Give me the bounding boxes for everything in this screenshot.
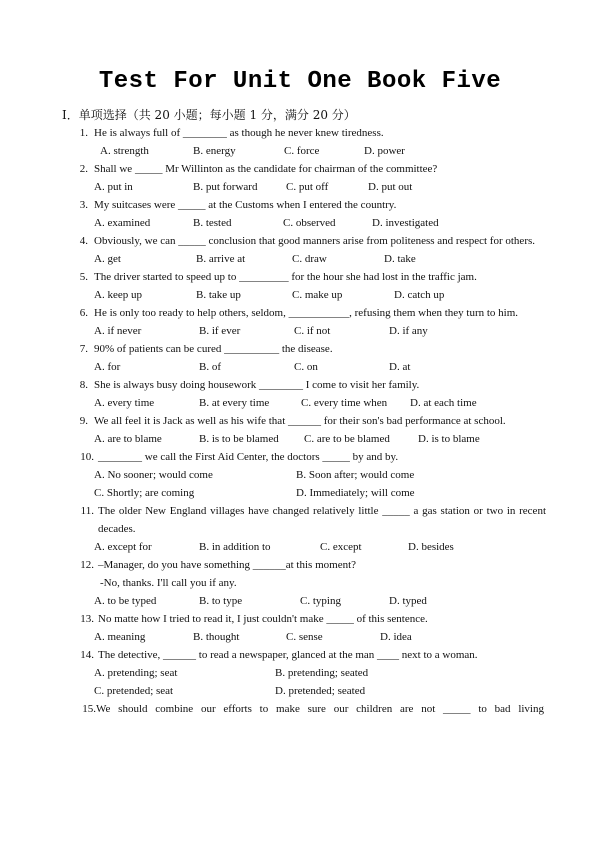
- option-d: D. investigated: [372, 217, 439, 229]
- option-d: D. put out: [368, 181, 413, 193]
- option-d: D. if any: [389, 325, 428, 337]
- option-c: C. force: [284, 145, 320, 157]
- option-c: C. Shortly; are coming: [94, 487, 195, 499]
- section-heading: Ⅰ．单项选择（共 20 小题；每小题 1 分，满分 20 分）: [62, 108, 356, 122]
- question-9: [0, 412, 600, 430]
- question-number: 10.: [80, 451, 94, 463]
- options-9: [0, 430, 600, 448]
- option-c: C. if not: [294, 325, 331, 337]
- option-a: A. strength: [100, 145, 149, 157]
- option-a: A. No sooner; would come: [94, 469, 213, 481]
- option-c: C. observed: [283, 217, 336, 229]
- option-d: D. power: [364, 145, 405, 157]
- option-b: B. of: [199, 361, 221, 373]
- option-d: D. at: [389, 361, 411, 373]
- question-stem: He is only too ready to help others, seldom, ___________, refusing them when they turn to him.: [94, 307, 519, 319]
- question-number: 12.: [80, 559, 94, 571]
- dialogue-reply: -No, thanks. I'll call you if any.: [100, 577, 237, 589]
- option-b: B. energy: [193, 145, 236, 157]
- option-b: B. take up: [196, 289, 241, 301]
- question-stem: The detective, ______ to read a newspaper, glanced at the man ____ next to a woman.: [98, 649, 478, 661]
- options-4: [0, 250, 600, 268]
- question-number: 2.: [79, 163, 88, 175]
- options-7: [0, 358, 600, 376]
- question-stem: The driver started to speed up to _________ for the hour she had lost in the traffic jam.: [94, 271, 477, 283]
- question-stem: We all feel it is Jack as well as his wife that ______ for their son's bad performance at school.: [94, 415, 506, 427]
- question-11: [0, 502, 600, 538]
- option-d: D. take: [384, 253, 416, 265]
- option-c: C. except: [320, 541, 362, 553]
- question-stem: My suitcases were _____ at the Customs when I entered the country.: [94, 199, 397, 211]
- option-b: B. thought: [193, 631, 240, 643]
- question-stem: Shall we _____ Mr Willinton as the candidate for chairman of the committee?: [94, 163, 438, 175]
- question-number: 6.: [79, 307, 88, 319]
- question-number: 14.: [80, 649, 94, 661]
- option-a: A. every time: [94, 397, 155, 409]
- option-d: D. at each time: [410, 397, 477, 409]
- option-c: C. are to be blamed: [304, 433, 390, 445]
- option-b: B. at every time: [199, 397, 270, 409]
- question-number: 7.: [79, 343, 88, 355]
- options-12: [0, 592, 600, 610]
- options-1: [0, 142, 600, 160]
- question-number: 1.: [79, 127, 88, 139]
- question-stem: We should combine our efforts to make sure our children are not _____ to bad living: [96, 703, 544, 715]
- option-b: B. tested: [193, 217, 232, 229]
- question-stem: No matte how I tried to read it, I just couldn't make _____ of this sentence.: [98, 613, 428, 625]
- option-a: A. get: [94, 253, 121, 265]
- option-c: C. draw: [292, 253, 327, 265]
- option-a: A. meaning: [94, 631, 146, 643]
- options-3: [0, 214, 600, 232]
- option-a: A. are to blame: [94, 433, 162, 445]
- option-b: B. in addition to: [199, 541, 271, 553]
- question-stem: –Manager, do you have something ______at this moment?: [98, 559, 357, 571]
- option-a: A. except for: [94, 541, 152, 553]
- question-stem: ________ we call the First Aid Center, the doctors _____ by and by.: [98, 451, 399, 463]
- question-10: [0, 448, 600, 466]
- options-13: [0, 628, 600, 646]
- option-b: B. if ever: [199, 325, 241, 337]
- option-a: A. to be typed: [94, 595, 157, 607]
- question-number: 9.: [79, 415, 88, 427]
- option-c: C. sense: [286, 631, 323, 643]
- options-5: [0, 286, 600, 304]
- options-14b: [0, 682, 600, 700]
- option-d: D. typed: [389, 595, 427, 607]
- option-b: B. is to be blamed: [199, 433, 279, 445]
- option-c: C. put off: [286, 181, 329, 193]
- question-5: [0, 268, 600, 286]
- option-a: A. for: [94, 361, 121, 373]
- question-8: [0, 376, 600, 394]
- question-1: [0, 124, 600, 142]
- question-14: [0, 646, 600, 664]
- question-12: [0, 556, 600, 592]
- question-number: 3.: [79, 199, 88, 211]
- option-d: D. is to blame: [418, 433, 480, 445]
- option-c: C. pretended; seat: [94, 685, 174, 697]
- option-a: A. put in: [94, 181, 133, 193]
- question-list: [0, 124, 600, 718]
- question-15: [0, 700, 600, 718]
- question-6: [0, 304, 600, 322]
- question-stem: She is always busy doing housework ________ I come to visit her family.: [94, 379, 420, 391]
- option-b: B. to type: [199, 595, 243, 607]
- question-7: [0, 340, 600, 358]
- options-11: [0, 538, 600, 556]
- option-c: C. typing: [300, 595, 341, 607]
- question-stem: Obviously, we can _____ conclusion that good manners arise from politeness and respect for others.: [94, 235, 536, 247]
- question-2: [0, 160, 600, 178]
- question-3: [0, 196, 600, 214]
- question-stem: The older New England villages have changed relatively little _____ a gas station or two in recent decades.: [98, 505, 546, 535]
- option-d: D. Immediately; will come: [296, 487, 415, 499]
- option-a: A. if never: [94, 325, 142, 337]
- options-10a: [0, 466, 600, 484]
- option-c: C. make up: [292, 289, 343, 301]
- options-10b: [0, 484, 600, 502]
- question-number: 8.: [79, 379, 88, 391]
- option-c: C. every time when: [301, 397, 388, 409]
- option-a: A. keep up: [94, 289, 142, 301]
- question-number: 4.: [79, 235, 88, 247]
- options-8: [0, 394, 600, 412]
- question-number: 5.: [79, 271, 88, 283]
- question-stem: He is always full of ________ as though he never knew tiredness.: [94, 127, 384, 139]
- option-c: C. on: [294, 361, 318, 373]
- question-number: 13.: [80, 613, 94, 625]
- option-a: A. pretending; seat: [94, 667, 178, 679]
- question-number: 15.: [82, 703, 96, 715]
- option-d: D. idea: [380, 631, 412, 643]
- option-b: B. put forward: [193, 181, 258, 193]
- question-number: 11.: [80, 505, 94, 517]
- question-4: [0, 232, 600, 250]
- options-14a: [0, 664, 600, 682]
- option-b: B. arrive at: [196, 253, 246, 265]
- question-stem: 90% of patients can be cured __________ the disease.: [94, 343, 333, 355]
- option-d: D. pretended; seated: [275, 685, 366, 697]
- option-d: D. besides: [408, 541, 454, 553]
- options-6: [0, 322, 600, 340]
- option-b: B. pretending; seated: [275, 667, 369, 679]
- option-a: A. examined: [94, 217, 151, 229]
- options-2: [0, 178, 600, 196]
- option-b: B. Soon after; would come: [296, 469, 415, 481]
- question-13: [0, 610, 600, 628]
- page-title: Test For Unit One Book Five: [98, 68, 502, 95]
- option-d: D. catch up: [394, 289, 445, 301]
